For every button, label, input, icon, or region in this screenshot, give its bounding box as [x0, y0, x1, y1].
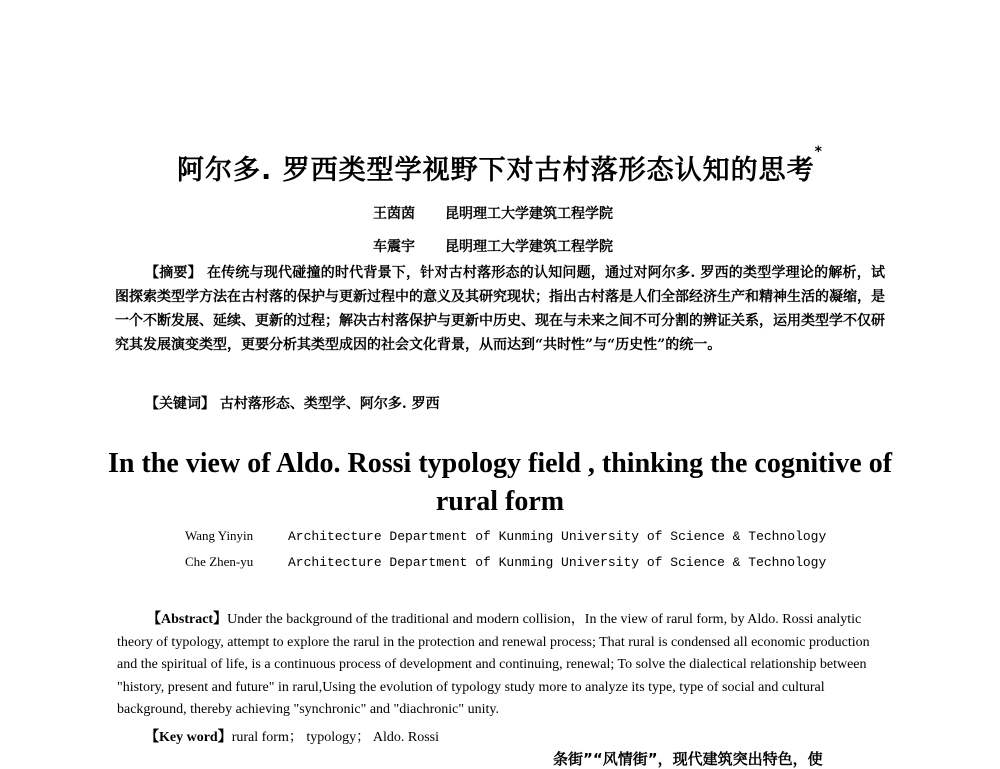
english-abstract-text: Under the background of the traditional and modern collision，In the view of rarul form, by Aldo. Rossi analytic theory of typology, attempt to explore the rarul in the protection and renewal process; That rural is condensed all economic production and the spiritual of life, is a continuous process of development and continuing, renewal; To solve the dialectical relationship between "history, present and future" in rarul,Using the evolution of typology study more to analyze its type, type of social and cultural background, thereby achieving "synchronic" and "diachronic" unity. — [117, 612, 870, 717]
english-author-1 — [185, 528, 826, 544]
chinese-keywords — [145, 393, 440, 413]
chinese-title-text: 阿尔多. 罗西类型学视野下对古村落形态认知的思考 — [177, 155, 815, 186]
chinese-keywords-text: 古村落形态、类型学、阿尔多. 罗西 — [219, 396, 440, 412]
english-author-name: Wang Yinyin — [185, 528, 254, 543]
chinese-author-affiliation: 昆明理工大学建筑工程学院 — [445, 239, 613, 255]
english-keywords-text: rural form； typology； Aldo. Rossi — [231, 730, 439, 745]
chinese-abstract-label: 【摘要】 — [145, 265, 202, 281]
chinese-author-name: 王茵茵 — [373, 206, 415, 222]
english-abstract — [117, 609, 877, 722]
english-author-affiliation: Architecture Department of Kunming University of Science & Technology — [288, 555, 827, 570]
english-abstract-label: 【Abstract】 — [147, 612, 228, 627]
chinese-author-2 — [373, 236, 613, 256]
chinese-author-1 — [373, 203, 613, 223]
cropped-footer-text: 条街”“风情街”，现代建筑突出特色，使 — [553, 750, 823, 768]
english-title: In the view of Aldo. Rossi typology field , thinking the cognitive of rural form — [107, 448, 893, 517]
chinese-abstract-text: 在传统与现代碰撞的时代背景下，针对古村落形态的认知问题，通过对阿尔多. 罗西的类型学理论的解析，试图探索类型学方法在古村落的保护与更新过程中的意义及其研究现状；指出古村落是人们全部经济生产和精神生活的凝缩，是一个不断发展、延续、更新的过程；解决古村落保护与更新中历史、现在与未来之间不可分割的辨证关系，运用类型学不仅研究其发展演变类型，更要分析其类型成因的社会文化背景，从而达到“共时性”与“历史性”的统一。 — [115, 265, 885, 353]
english-author-affiliation: Architecture Department of Kunming University of Science & Technology — [288, 529, 827, 544]
chinese-title — [0, 144, 1000, 187]
chinese-keywords-label: 【关键词】 — [145, 396, 215, 412]
english-author-2 — [185, 554, 826, 570]
english-keywords — [145, 726, 439, 746]
chinese-author-name: 车震宇 — [373, 239, 415, 255]
chinese-abstract — [115, 261, 885, 357]
title-footnote-mark: * — [814, 144, 823, 160]
english-keywords-label: 【Key word】 — [145, 730, 232, 745]
english-author-name: Che Zhen-yu — [185, 554, 254, 569]
chinese-author-affiliation: 昆明理工大学建筑工程学院 — [445, 206, 613, 222]
